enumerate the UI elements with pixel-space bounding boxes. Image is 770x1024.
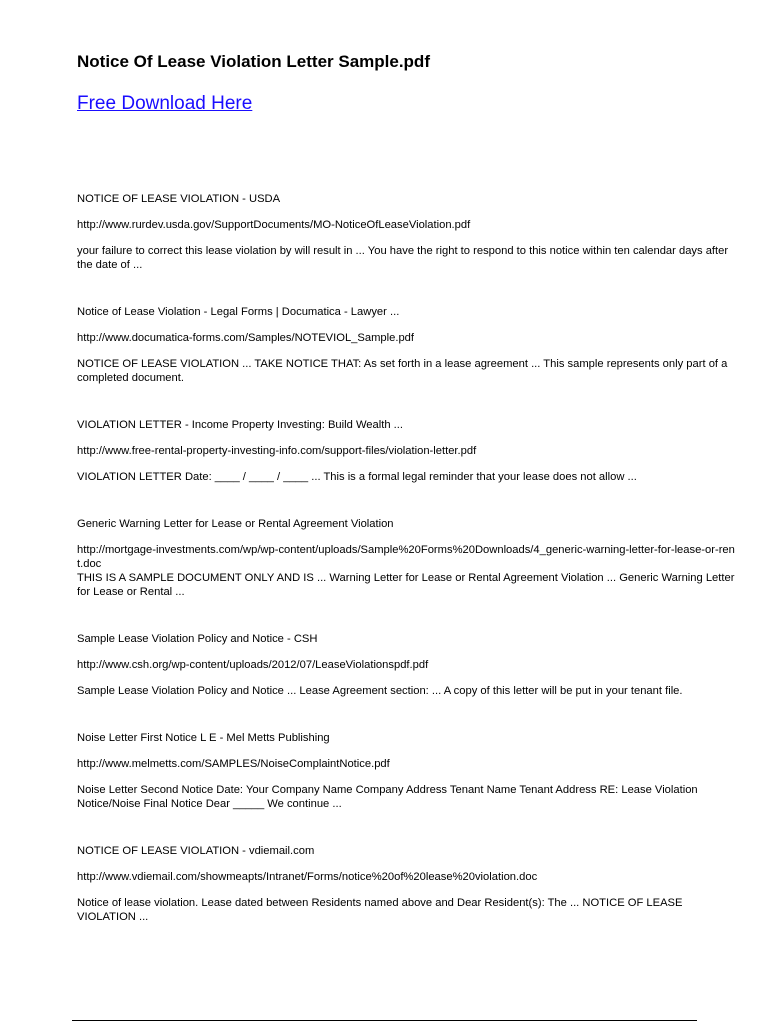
entry-title: Noise Letter First Notice L E - Mel Metts Publishing: [77, 732, 330, 744]
entry-url: http://www.vdiemail.com/showmeapts/Intranet/Forms/notice%20of%20lease%20violation.doc: [77, 871, 538, 883]
entry-snippet: VIOLATION LETTER Date: ____ / ____ / ____ ... This is a formal legal reminder that your lease does not allow ...: [77, 471, 637, 483]
entry-title: Generic Warning Letter for Lease or Rental Agreement Violation: [77, 518, 394, 530]
list-item: [77, 192, 737, 272]
footer-divider: [72, 1020, 697, 1021]
entry-snippet: THIS IS A SAMPLE DOCUMENT ONLY AND IS ... Warning Letter for Lease or Rental Agreement Violation ... Generic Warning Letter for Lease or Rental ...: [77, 572, 735, 598]
entry-url: http://www.rurdev.usda.gov/SupportDocuments/MO-NoticeOfLeaseViolation.pdf: [77, 219, 471, 231]
entry-snippet: NOTICE OF LEASE VIOLATION ... TAKE NOTICE THAT: As set forth in a lease agreement ... This sample represents only part of a completed document.: [77, 358, 728, 384]
entry-title: NOTICE OF LEASE VIOLATION - vdiemail.com: [77, 845, 315, 857]
entry-url: http://www.documatica-forms.com/Samples/NOTEVIOL_Sample.pdf: [77, 332, 414, 344]
document-title: Notice Of Lease Violation Letter Sample.pdf: [77, 52, 430, 71]
entry-url: http://www.csh.org/wp-content/uploads/2012/07/LeaseViolationspdf.pdf: [77, 659, 429, 671]
entry-title: Sample Lease Violation Policy and Notice - CSH: [77, 633, 318, 645]
entry-url: http://mortgage-investments.com/wp/wp-content/uploads/Sample%20Forms%20Downloads/4_generic-warning-letter-for-lease-or-rent.doc: [77, 544, 735, 570]
search-results-list: [77, 192, 737, 957]
list-item: [77, 305, 737, 385]
entry-url: http://www.melmetts.com/SAMPLES/NoiseComplaintNotice.pdf: [77, 758, 390, 770]
entry-title: Notice of Lease Violation - Legal Forms | Documatica - Lawyer ...: [77, 306, 400, 318]
entry-title: VIOLATION LETTER - Income Property Investing: Build Wealth ...: [77, 419, 404, 431]
free-download-link[interactable]: Free Download Here: [77, 93, 253, 114]
entry-snippet: your failure to correct this lease violation by will result in ... You have the right to respond to this notice within ten calendar days after the date of ...: [77, 245, 729, 271]
list-item: [77, 844, 737, 924]
list-item: [77, 632, 737, 698]
list-item: [77, 418, 737, 484]
list-item: [77, 517, 737, 599]
entry-snippet: Noise Letter Second Notice Date: Your Company Name Company Address Tenant Name Tenant Address RE: Lease Violation Notice/Noise Final Notice Dear _____ We continue ...: [77, 784, 698, 810]
entry-snippet: Notice of lease violation. Lease dated between Residents named above and Dear Resident(s): The ... NOTICE OF LEASE VIOLATION ...: [77, 897, 683, 923]
entry-snippet: Sample Lease Violation Policy and Notice ... Lease Agreement section: ... A copy of this letter will be put in your tenant file.: [77, 685, 683, 697]
entry-url: http://www.free-rental-property-investing-info.com/support-files/violation-letter.pdf: [77, 445, 477, 457]
list-item: [77, 731, 737, 811]
entry-title: NOTICE OF LEASE VIOLATION - USDA: [77, 193, 281, 205]
